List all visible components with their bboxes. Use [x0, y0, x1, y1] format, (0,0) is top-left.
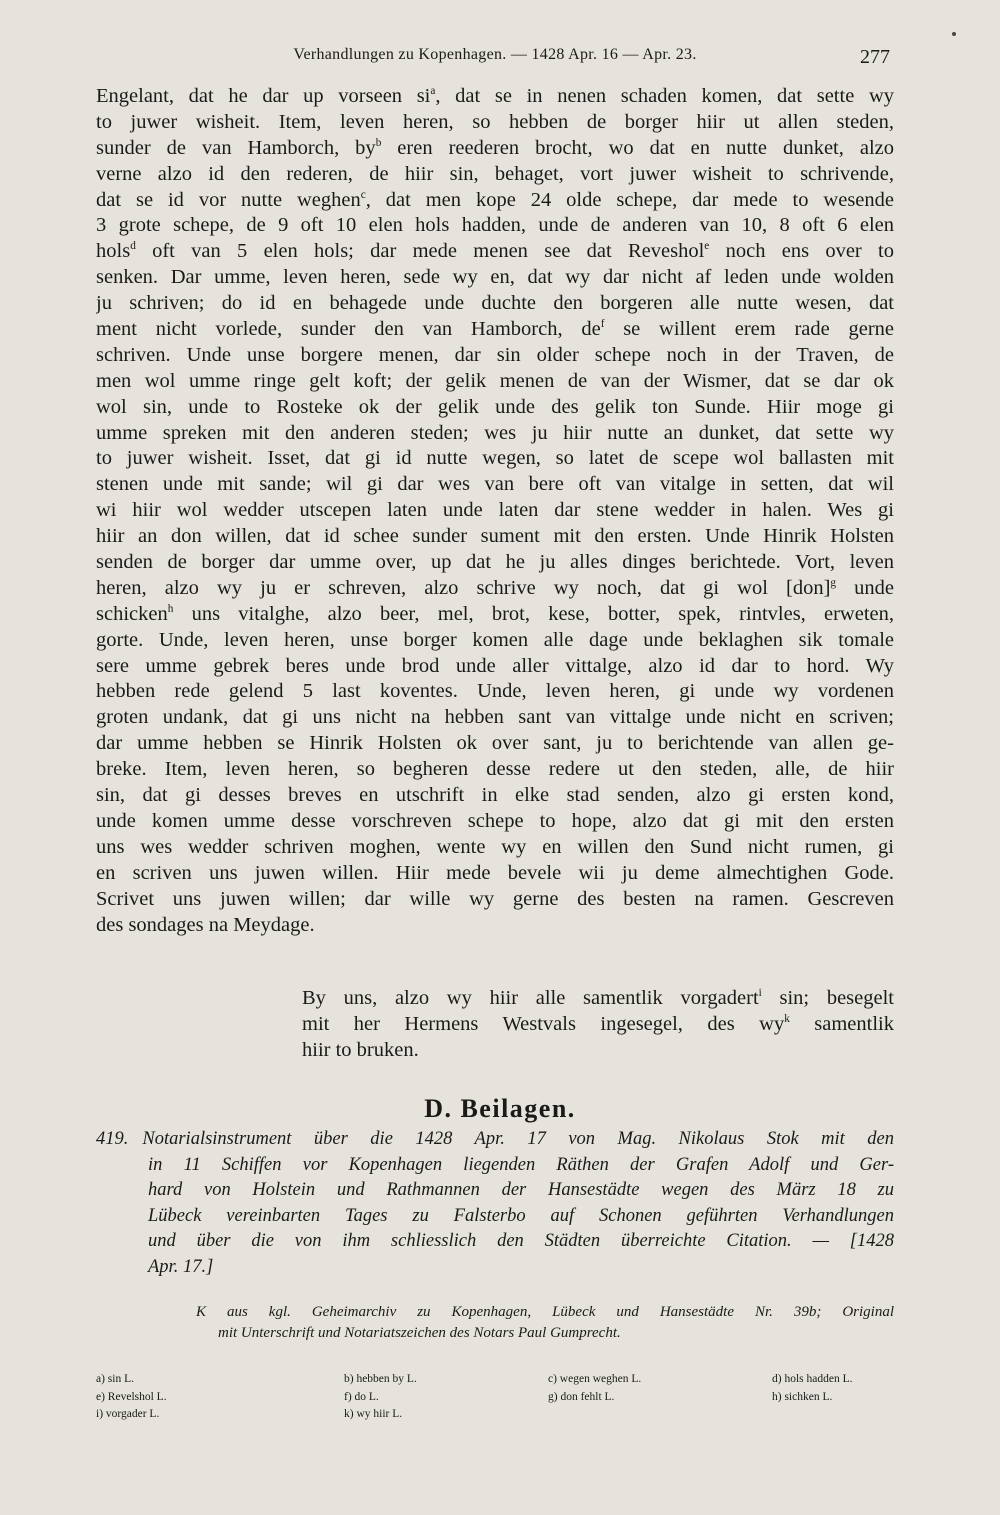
footnote-marker: a	[430, 85, 436, 98]
body-line: to juwer wisheit. Item, leven heren, so hebben de borger hiir ut allen steden,	[96, 110, 894, 133]
footnote: b) hebben by L.	[344, 1373, 417, 1385]
footnote-marker: f	[600, 318, 605, 331]
closing-line: hiir to bruken.	[302, 1039, 419, 1061]
body-line: men wol umme ringe gelt koft; der gelik menen de van der Wismer, dat se dar ok	[96, 369, 894, 392]
footnote-marker: c	[360, 188, 366, 201]
body-line: stenen unde mit sande; wil gi dar wes van bere oft van vitalge in setten, dat wil	[96, 473, 894, 496]
footnote: h) sichken L.	[772, 1390, 833, 1403]
closing-line: By uns, alzo wy hiir alle samentlik vorgadert$^i$ sin; besegelt	[302, 987, 894, 1009]
entry-number: 419.	[96, 1129, 129, 1149]
body-line: schriven. Unde unse borgere menen, dar sin older schepe noch in der Traven, de	[96, 343, 894, 366]
footnote-marker: e	[704, 240, 710, 253]
page-number: 277	[860, 46, 890, 68]
body-line: hols$^d$ oft van 5 elen hols; dar mede menen see dat Reveshol$^e$ noch ens over to	[96, 240, 894, 263]
footnote: f) do L.	[344, 1390, 379, 1403]
body-line: breke. Item, leven heren, so begheren desse redere ut den steden, alle, de hiir	[96, 758, 894, 781]
body-line: hebben rede gelend 5 last koventes. Unde, leven heren, gi unde wy vordenen	[96, 680, 894, 703]
body-line: senken. Dar umme, leven heren, sede wy en, dat wy dar nicht af leden unde wolden	[96, 266, 894, 289]
footnote-row	[96, 1408, 894, 1426]
body-line: wol sin, unde to Rosteke ok der gelik unde des gelik ton Sunde. Hiir moge gi	[96, 395, 894, 418]
body-line: verne alzo id den rederen, de hiir sin, behaget, vort juwer wisheit to schrivende,	[96, 162, 894, 185]
body-line: umme spreken mit den anderen steden; wes ju hiir nutte an dunket, dat sette wy	[96, 421, 894, 444]
body-line: sere umme gebrek beres unde brod unde aller vittalge, alzo id dar to hord. Wy	[96, 654, 894, 677]
body-line: to juwer wisheit. Isset, dat gi id nutte wegen, so latet de scepe wol ballasten mit	[96, 447, 894, 470]
footnote-row	[96, 1391, 894, 1409]
footnotes	[96, 1373, 894, 1426]
document-entry-419	[96, 1127, 894, 1280]
body-line: Scrivet uns juwen willen; dar wille wy gerne des besten na ramen. Gescreven	[96, 887, 894, 910]
source-note	[196, 1302, 894, 1344]
body-line: senden de borger dar umme over, up dat he ju alles dinges berichtede. Vort, leven	[96, 551, 894, 574]
footnote: a) sin L.	[96, 1373, 135, 1385]
page-speck	[952, 32, 956, 36]
body-line: gorte. Unde, leven heren, unse borger komen alle dage unde beklaghen sik tomale	[96, 628, 894, 651]
entry-line: Lübeck vereinbarten Tages zu Falsterbo auf Schonen geführten Verhandlungen	[148, 1205, 894, 1226]
closing-line: mit her Hermens Westvals ingesegel, des $wy^k$ samentlik	[302, 1013, 894, 1035]
header-title: Verhandlungen zu Kopenhagen. — 1428 Apr. 16 — Apr. 23.	[293, 46, 697, 63]
section-heading: D. Beilagen.	[424, 1094, 576, 1123]
source-line: K aus kgl. Geheimarchiv zu Kopenhagen, Lübeck und Hansestädte Nr. 39b; Original	[196, 1304, 894, 1320]
body-line: heren, alzo wy ju er schreven, alzo schrive wy noch, dat gi wol [don]$^g$ unde	[96, 576, 894, 599]
footnote-marker: g	[830, 577, 837, 590]
footnote-marker: h	[167, 602, 174, 615]
body-line: groten undank, dat gi uns nicht na hebben sant van vittalge unde nicht en scriven;	[96, 706, 894, 729]
entry-line: hard von Holstein und Rathmannen der Hansestädte wegen des März 18 zu	[148, 1180, 894, 1200]
body-line: dar umme hebben se Hinrik Holsten ok over sant, ju to berichtende van allen ge-	[96, 732, 894, 755]
footnote-row	[96, 1373, 894, 1391]
body-line: dat se id vor nutte weghen$^c$, dat men kope 24 olde schepe, dar mede to wesende	[96, 188, 894, 211]
footnote-marker: d	[130, 240, 136, 253]
body-line: unde komen umme desse vorschreven schepe to hope, alzo dat gi mit den ersten	[96, 809, 894, 832]
footnote: c) wegen weghen L.	[548, 1373, 642, 1385]
body-line: Engelant, dat he dar up vorseen $si^a$, dat se in nenen schaden komen, dat sette wy	[96, 85, 894, 107]
body-line: hiir an don willen, dat id schee sunder sument mit den ersten. Unde Hinrik Holsten	[96, 525, 894, 548]
footnote-marker: i	[758, 987, 762, 1000]
entry-line: Apr. 17.]	[148, 1256, 214, 1277]
footnote-marker: b	[375, 136, 382, 149]
entry-line: in 11 Schiffen vor Kopenhagen liegenden Räthen der Grafen Adolf und Ger-	[148, 1154, 894, 1175]
entry-line: und über die von ihm schliesslich den Städten überreichte Citation. — [1428	[148, 1231, 894, 1251]
running-header	[96, 42, 894, 78]
body-line: ju schriven; do id en behagede unde duchte den borgeren alle nutte wesen, dat	[96, 292, 894, 315]
body-line: en scriven uns juwen willen. Hiir mede bevele wii ju deme almechtighen Gode.	[96, 861, 894, 884]
body-line: des sondages na Meydage.	[96, 913, 315, 936]
body-line: 3 grote schepe, de 9 oft 10 elen hols hadden, unde de anderen van 10, 8 oft 6 elen	[96, 214, 894, 237]
body-line: sin, dat gi desses breves en utschrift in elke stad senden, alzo gi ersten kond,	[96, 784, 894, 807]
footnote: i) vorgader L.	[96, 1408, 160, 1420]
source-line: mit Unterschrift und Notariatszeichen des Notars Paul Gumprecht.	[218, 1325, 621, 1341]
footnote: d) hols hadden L.	[772, 1373, 853, 1385]
body-line: schicken$^h$ uns vitalghe, alzo beer, mel, brot, kese, botter, spek, rintvles, erweten,	[96, 602, 894, 625]
entry-line: 419. Notarialsinstrument über die 1428 Apr. 17 von Mag. Nikolaus Stok mit den	[96, 1129, 894, 1149]
body-line: uns wes wedder schriven moghen, wente wy en willen den Sund nicht rumen, gi	[96, 835, 894, 858]
footnote: e) Revelshol L.	[96, 1390, 167, 1403]
footnote-marker: k	[784, 1013, 790, 1026]
footnote: k) wy hiir L.	[344, 1408, 403, 1420]
body-line: wi hiir wol wedder utscepen laten unde laten dar stene wedder in halen. Wes gi	[96, 499, 894, 522]
body-line: ment nicht vorlede, sunder den van Hamborch, $de^f$ se willent erem rade gerne	[96, 318, 894, 341]
footnote: g) don fehlt L.	[548, 1390, 615, 1403]
body-line: sunder de van Hamborch, $by^b$ eren reederen brocht, wo dat en nutte dunket, alzo	[96, 136, 894, 159]
letter-body	[96, 84, 894, 938]
letter-closing	[302, 985, 894, 1063]
